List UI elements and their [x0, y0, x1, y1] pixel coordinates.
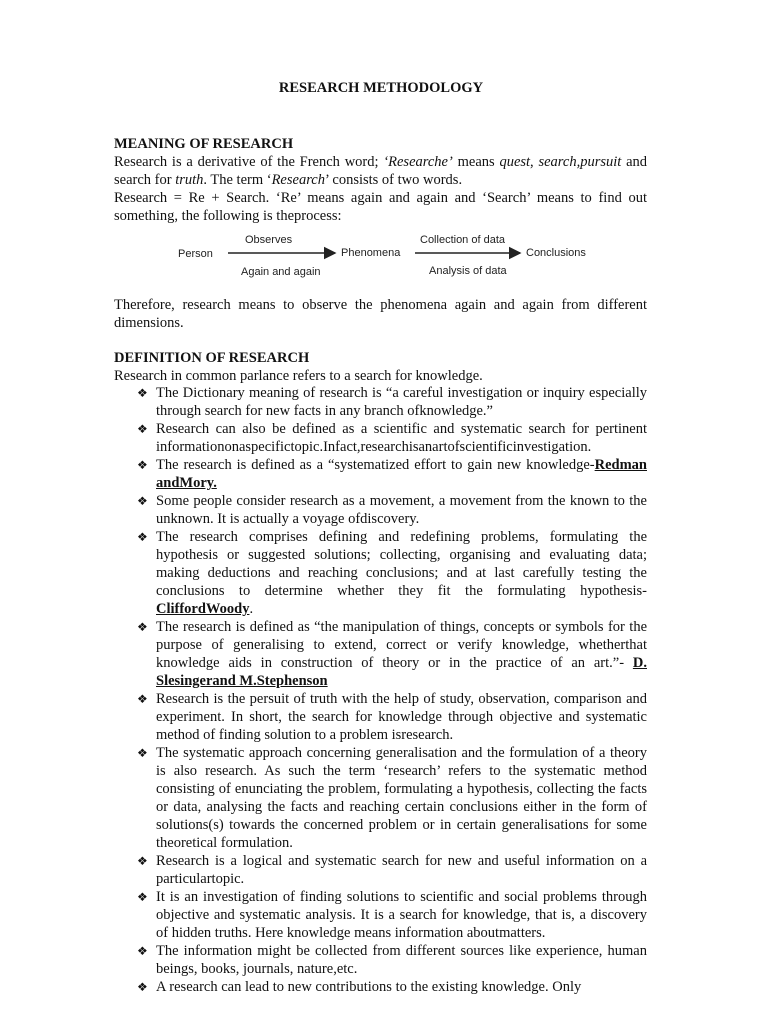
diagram-phenomena-label: Phenomena [341, 247, 401, 259]
bullet-diamond-icon: ❖ [137, 458, 148, 472]
research-process-diagram [170, 228, 610, 288]
text-run: , [530, 154, 539, 170]
text-run: Research [271, 172, 325, 188]
diagram-collection-label: Collection of data [420, 234, 505, 246]
text-run: ’ consists of two words. [325, 172, 463, 188]
therefore-paragraph: Therefore, research means to observe the phenomena again and again from different dimensions. [114, 297, 647, 331]
text-run: means [452, 154, 500, 170]
bullet-diamond-icon: ❖ [137, 494, 148, 508]
definition-list-item [137, 744, 647, 852]
meaning-paragraph [114, 153, 647, 189]
definition-author: D. Slesingerand M.Stephenson [156, 655, 647, 689]
text-run: and search for [114, 154, 648, 188]
meaning-heading: MEANING OF RESEARCH [114, 136, 294, 152]
definition-list [137, 384, 647, 996]
bullet-diamond-icon: ❖ [137, 530, 148, 544]
definition-list-item [137, 852, 647, 888]
bullet-diamond-icon: ❖ [137, 980, 148, 994]
diagram-observes-label: Observes [245, 234, 293, 246]
definition-text: Some people consider research as a movement, a movement from the known to the unknown. It is actually a voyage ofdiscovery. [156, 493, 647, 527]
definition-text: Research is a logical and systematic search for new and useful information on a particulartopic. [156, 853, 647, 887]
diagram-again-label: Again and again [241, 266, 321, 278]
definition-list-item [137, 528, 647, 618]
bullet-diamond-icon: ❖ [137, 386, 148, 400]
definition-text: The research is defined as “the manipulation of things, concepts or symbols for the purpose of generalising to extend, correct or verify knowledge, whetherthat knowledge aids in construction of theory or in the practice of an art.”- [156, 619, 647, 671]
definition-text: The information might be collected from different sources like experience, human beings, books, journals, nature,etc. [156, 943, 647, 977]
definition-text: The systematic approach concerning generalisation and the formulation of a theory is also research. As such the term ‘research’ refers to the systematic method consisting of enunciating the problem, formulating a hypothesis, collecting the facts or data, analysing the facts and reaching certain conclusions either in the form of solutions(s) towards the concerned problem or in certain generalisations for some theoretical formulation. [156, 745, 647, 851]
bullet-diamond-icon: ❖ [137, 692, 148, 706]
text-run: quest [499, 154, 531, 170]
definition-text: The Dictionary meaning of research is “a careful investigation or inquiry especially through search for new facts in any branch ofknowledge.” [156, 385, 647, 419]
definition-author: CliffordWoody [156, 601, 250, 617]
definition-author: Redman andMory. [156, 457, 647, 491]
definition-list-item [137, 978, 647, 996]
diagram-conclusions-label: Conclusions [526, 247, 586, 259]
text-run: search,pursuit [538, 154, 622, 170]
definition-list-item [137, 690, 647, 744]
definition-intro: Research in common parlance refers to a search for knowledge. [114, 368, 483, 384]
re-search-paragraph: Research = Re + Search. ‘Re’ means again and again and ‘Search’ means to find out something, the following is theprocess: [114, 190, 647, 224]
text-run: truth [175, 172, 204, 188]
definition-list-item [137, 456, 647, 492]
definition-list-item [137, 618, 647, 690]
definition-text: Research is the persuit of truth with the help of study, observation, comparison and experiment. In short, the search for knowledge through objective and systematic method of finding solution to a problem isresearch. [156, 691, 647, 743]
definition-text: Research can also be defined as a scientific and systematic search for pertinent informationonaspecifictopic.Infact,researchisanartofscientificinvestigation. [156, 421, 647, 455]
definition-list-item [137, 888, 647, 942]
definition-text: The research is defined as a “systematized effort to gain new knowledge- [156, 457, 595, 473]
definition-list-item [137, 420, 647, 456]
definition-list-item [137, 384, 647, 420]
text-run: . The term ‘ [203, 172, 272, 188]
definition-text: It is an investigation of finding solutions to scientific and social problems through objective and systematic analysis. It is a search for knowledge, that is, a discovery of hidden truths. Here knowledge means information aboutmatters. [156, 889, 647, 941]
text-run: ‘Researche’ [383, 154, 453, 170]
bullet-diamond-icon: ❖ [137, 422, 148, 436]
bullet-diamond-icon: ❖ [137, 890, 148, 904]
definition-text-tail: . [249, 601, 254, 617]
definition-list-item [137, 942, 647, 978]
diagram-person-label: Person [178, 248, 213, 260]
definition-text: The research comprises defining and redefining problems, formulating the hypothesis or suggested solutions; collecting, organising and evaluating data; making deductions and reaching conclusions; and at last carefully testing the conclusions to determine whether they fit the formulating hypothesis- [156, 529, 647, 599]
definition-heading: DEFINITION OF RESEARCH [114, 350, 310, 366]
diagram-analysis-label: Analysis of data [429, 265, 507, 277]
text-run: Research is a derivative of the French word; [114, 154, 384, 170]
bullet-diamond-icon: ❖ [137, 854, 148, 868]
document-title: RESEARCH METHODOLOGY [278, 80, 484, 96]
bullet-diamond-icon: ❖ [137, 620, 148, 634]
bullet-diamond-icon: ❖ [137, 944, 148, 958]
bullet-diamond-icon: ❖ [137, 746, 148, 760]
definition-text: A research can lead to new contributions to the existing knowledge. Only [156, 979, 582, 995]
definition-list-item [137, 492, 647, 528]
